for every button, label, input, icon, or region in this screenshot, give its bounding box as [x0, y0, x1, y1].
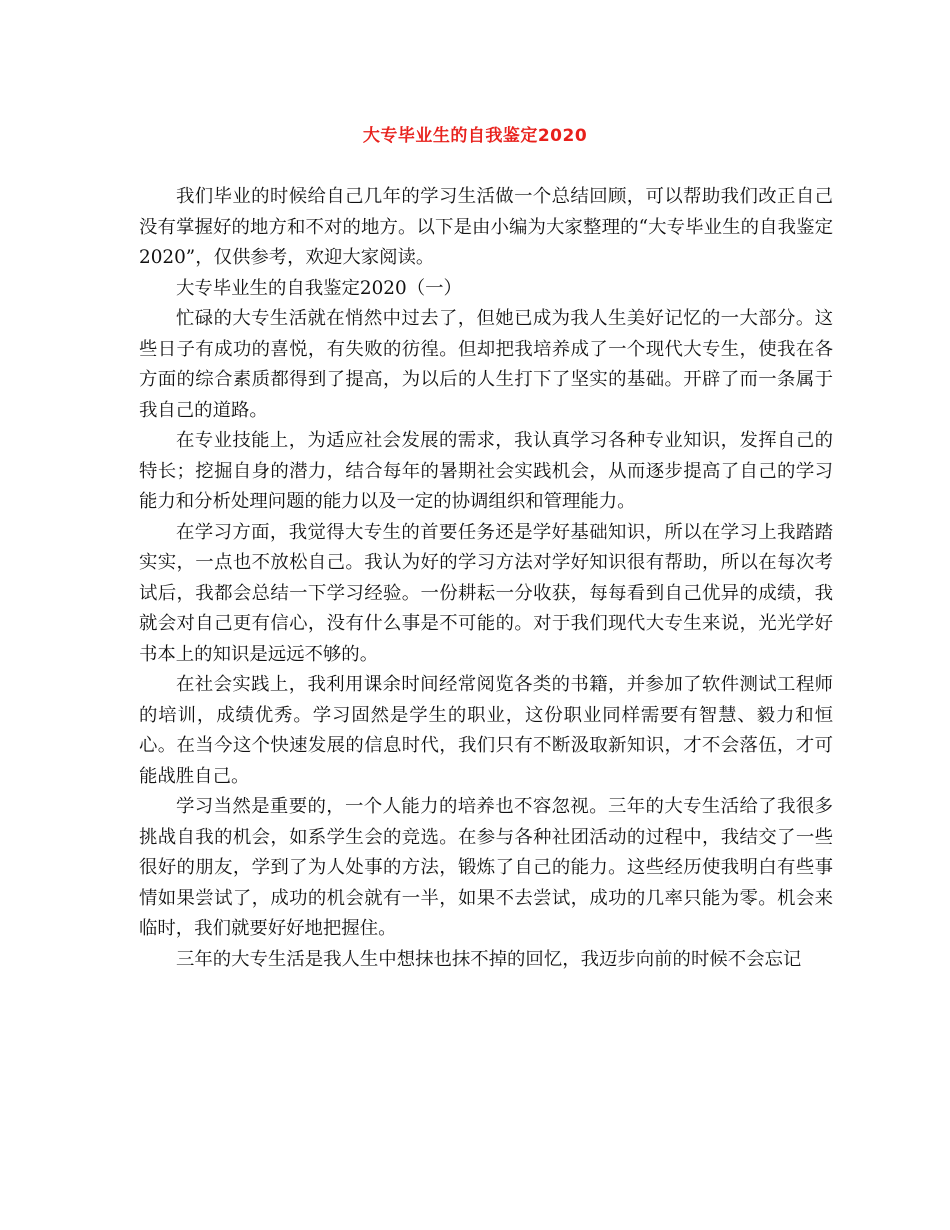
- body-paragraph: 学习当然是重要的，一个人能力的培养也不容忽视。三年的大专生活给了我很多挑战自我的机会，如系学生会的竞选。在参与各种社团活动的过程中，我结交了一些很好的朋友，学到了为人处事的方法，锻炼了自己的能力。这些经历使我明白有些事情如果尝试了，成功的机会就有一半，如果不去尝试，成功的几率只能为零。机会来临时，我们就要好好地把握住。: [139, 796, 833, 939]
- body-paragraph: 三年的大专生活是我人生中想抹也抹不掉的回忆，我迈步向前的时候不会忘记: [176, 948, 802, 970]
- body-paragraph: 在社会实践上，我利用课余时间经常阅览各类的书籍，并参加了软件测试工程师的培训，成绩优秀。学习固然是学生的职业，这份职业同样需要有智慧、毅力和恒心。在当今这个快速发展的信息时代，我们只有不断汲取新知识，才不会落伍，才可能战胜自己。: [139, 674, 833, 787]
- document-title: 大专毕业生的自我鉴定2020: [362, 126, 588, 146]
- intro-paragraph: 我们毕业的时候给自己几年的学习生活做一个总结回顾，可以帮助我们改正自己没有掌握好的地方和不对的地方。以下是由小编为大家整理的“大专毕业生的自我鉴定2020”，仅供参考，欢迎大家阅读。: [139, 186, 833, 268]
- body-paragraph: 在学习方面，我觉得大专生的首要任务还是学好基础知识，所以在学习上我踏踏实实，一点也不放松自己。我认为好的学习方法对学好知识很有帮助，所以在每次考试后，我都会总结一下学习经验。一份耕耘一分收获，每每看到自己优异的成绩，我就会对自己更有信心，没有什么事是不可能的。对于我们现代大专生来说，光光学好书本上的知识是远远不够的。: [139, 521, 833, 665]
- section-heading: 大专毕业生的自我鉴定2020（一）: [176, 277, 462, 299]
- document-body: [139, 182, 833, 975]
- body-paragraph: 忙碌的大专生活就在悄然中过去了，但她已成为我人生美好记忆的一大部分。这些日子有成功的喜悦，有失败的彷徨。但却把我培养成了一个现代大专生，使我在各方面的综合素质都得到了提高，为以后的人生打下了坚实的基础。开辟了而一条属于我自己的道路。: [139, 308, 833, 421]
- body-paragraph: 在专业技能上，为适应社会发展的需求，我认真学习各种专业知识，发挥自己的特长；挖掘自身的潜力，结合每年的暑期社会实践机会，从而逐步提高了自己的学习能力和分析处理问题的能力以及一定的协调组织和管理能力。: [139, 430, 833, 512]
